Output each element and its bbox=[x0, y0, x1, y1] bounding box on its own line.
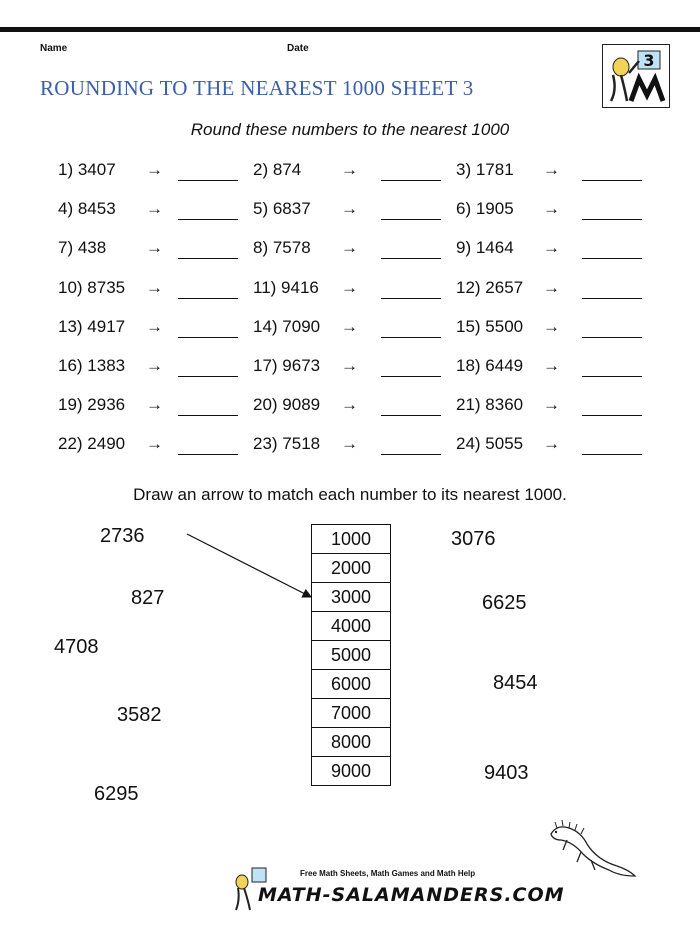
answer-blank[interactable] bbox=[381, 257, 441, 259]
problem-text: 24) 5055 bbox=[456, 434, 524, 454]
match-instruction: Draw an arrow to match each number to its nearest 1000. bbox=[133, 485, 567, 504]
arrow-icon: → bbox=[341, 434, 358, 454]
answer-blank[interactable] bbox=[381, 414, 441, 416]
arrow-icon: → bbox=[146, 277, 163, 297]
answer-blank[interactable] bbox=[582, 297, 642, 299]
answer-blank[interactable] bbox=[582, 414, 642, 416]
name-label: Name bbox=[40, 43, 68, 54]
answer-blank[interactable] bbox=[178, 297, 238, 299]
problem-text: 2) 874 bbox=[253, 160, 302, 179]
round-instruction: Round these numbers to the nearest 1000 bbox=[190, 120, 510, 139]
answer-blank[interactable] bbox=[178, 336, 238, 338]
match-number-right: 9403 bbox=[484, 762, 529, 784]
problem-text: 1) 3407 bbox=[58, 160, 116, 179]
arrow-icon: → bbox=[146, 316, 163, 336]
arrow-icon: → bbox=[543, 238, 560, 258]
problem-text: 4) 8453 bbox=[58, 199, 116, 219]
target-cell: 2000 bbox=[312, 554, 390, 583]
problem-text: 7) 438 bbox=[58, 238, 107, 258]
answer-blank[interactable] bbox=[582, 375, 642, 377]
arrow-icon: → bbox=[543, 395, 560, 415]
answer-blank[interactable] bbox=[381, 375, 441, 377]
footer-tagline: Free Math Sheets, Math Games and Math Help bbox=[300, 869, 476, 878]
problem-text: 21) 8360 bbox=[456, 395, 524, 415]
target-cell: 9000 bbox=[330, 761, 372, 781]
match-number-right: 3076 bbox=[451, 528, 496, 550]
target-cell: 8000 bbox=[312, 728, 390, 757]
arrow-icon: → bbox=[146, 160, 163, 179]
target-cell: 4000 bbox=[312, 612, 390, 641]
example-arrow-line bbox=[187, 534, 311, 597]
problem-text: 9) 1464 bbox=[456, 238, 514, 258]
arrow-icon: → bbox=[543, 434, 560, 454]
salamander-icon bbox=[547, 820, 637, 880]
arrow-icon: → bbox=[341, 395, 358, 415]
arrow-icon: → bbox=[341, 160, 358, 179]
arrow-icon: → bbox=[146, 199, 163, 219]
arrow-icon: → bbox=[341, 356, 358, 375]
problem-text: 20) 9089 bbox=[253, 395, 321, 415]
problem-text: 3) 1781 bbox=[456, 160, 514, 179]
arrow-icon: → bbox=[341, 199, 358, 219]
arrow-icon: → bbox=[341, 316, 358, 336]
logo-m-letter bbox=[631, 79, 663, 101]
answer-blank[interactable] bbox=[582, 179, 642, 181]
top-rule bbox=[0, 27, 700, 32]
arrow-icon: → bbox=[543, 316, 560, 336]
problem-text: 5) 6837 bbox=[253, 199, 311, 219]
problem-text: 6) 1905 bbox=[456, 199, 514, 219]
logo-salamander-head bbox=[613, 58, 629, 76]
answer-blank[interactable] bbox=[178, 218, 238, 220]
problem-text: 15) 5500 bbox=[456, 316, 524, 336]
problem-text: 11) 9416 bbox=[253, 277, 319, 297]
answer-blank[interactable] bbox=[381, 453, 441, 455]
match-number-left: 3582 bbox=[117, 704, 162, 726]
arrow-icon: → bbox=[543, 277, 560, 297]
answer-blank[interactable] bbox=[178, 179, 238, 181]
answer-blank[interactable] bbox=[582, 336, 642, 338]
match-number-right: 6625 bbox=[482, 592, 527, 614]
problem-text: 16) 1383 bbox=[58, 356, 126, 375]
target-table bbox=[311, 524, 391, 786]
answer-blank[interactable] bbox=[178, 414, 238, 416]
target-cell: 6000 bbox=[312, 670, 390, 699]
target-cell: 5000 bbox=[312, 641, 390, 670]
footer-brand: MATH-SALAMANDERS.COM bbox=[258, 884, 565, 906]
answer-blank[interactable] bbox=[582, 257, 642, 259]
problem-text: 23) 7518 bbox=[253, 434, 321, 454]
problem-text: 18) 6449 bbox=[456, 356, 524, 375]
problem-text: 22) 2490 bbox=[58, 434, 126, 454]
target-cell: 3000 bbox=[312, 583, 390, 612]
problem-text: 19) 2936 bbox=[58, 395, 126, 415]
answer-blank[interactable] bbox=[178, 453, 238, 455]
answer-blank[interactable] bbox=[381, 218, 441, 220]
arrow-icon: → bbox=[341, 277, 358, 297]
page-title: ROUNDING TO THE NEAREST 1000 SHEET 3 bbox=[40, 76, 474, 100]
match-number-right: 8454 bbox=[493, 672, 538, 694]
logo-graphic bbox=[603, 45, 669, 107]
arrow-icon: → bbox=[543, 160, 560, 179]
match-number-left: 6295 bbox=[94, 783, 139, 805]
match-number-left: 4708 bbox=[54, 636, 99, 658]
arrow-icon: → bbox=[146, 395, 163, 415]
answer-blank[interactable] bbox=[381, 297, 441, 299]
problem-text: 13) 4917 bbox=[58, 316, 126, 336]
target-cell: 1000 bbox=[312, 525, 390, 554]
logo-number: 3 bbox=[643, 51, 655, 70]
arrow-icon: → bbox=[146, 356, 163, 375]
answer-blank[interactable] bbox=[582, 218, 642, 220]
date-label: Date bbox=[287, 43, 309, 54]
problem-text: 10) 8735 bbox=[58, 277, 126, 297]
answer-blank[interactable] bbox=[381, 179, 441, 181]
answer-blank[interactable] bbox=[582, 453, 642, 455]
answer-blank[interactable] bbox=[381, 336, 441, 338]
problem-text: 14) 7090 bbox=[253, 316, 321, 336]
arrow-icon: → bbox=[341, 238, 358, 258]
arrow-icon: → bbox=[543, 199, 560, 219]
problem-text: 17) 9673 bbox=[253, 356, 321, 375]
match-number-left: 2736 bbox=[100, 525, 145, 547]
arrow-icon: → bbox=[543, 356, 560, 375]
answer-blank[interactable] bbox=[178, 257, 238, 259]
salamander-logo bbox=[602, 44, 670, 108]
problem-text: 12) 2657 bbox=[456, 277, 524, 297]
target-cell: 7000 bbox=[312, 699, 390, 728]
problem-text: 8) 7578 bbox=[253, 238, 311, 258]
arrow-icon: → bbox=[146, 434, 163, 454]
answer-blank[interactable] bbox=[178, 375, 238, 377]
arrow-icon: → bbox=[146, 238, 163, 258]
match-number-left: 827 bbox=[131, 587, 165, 609]
